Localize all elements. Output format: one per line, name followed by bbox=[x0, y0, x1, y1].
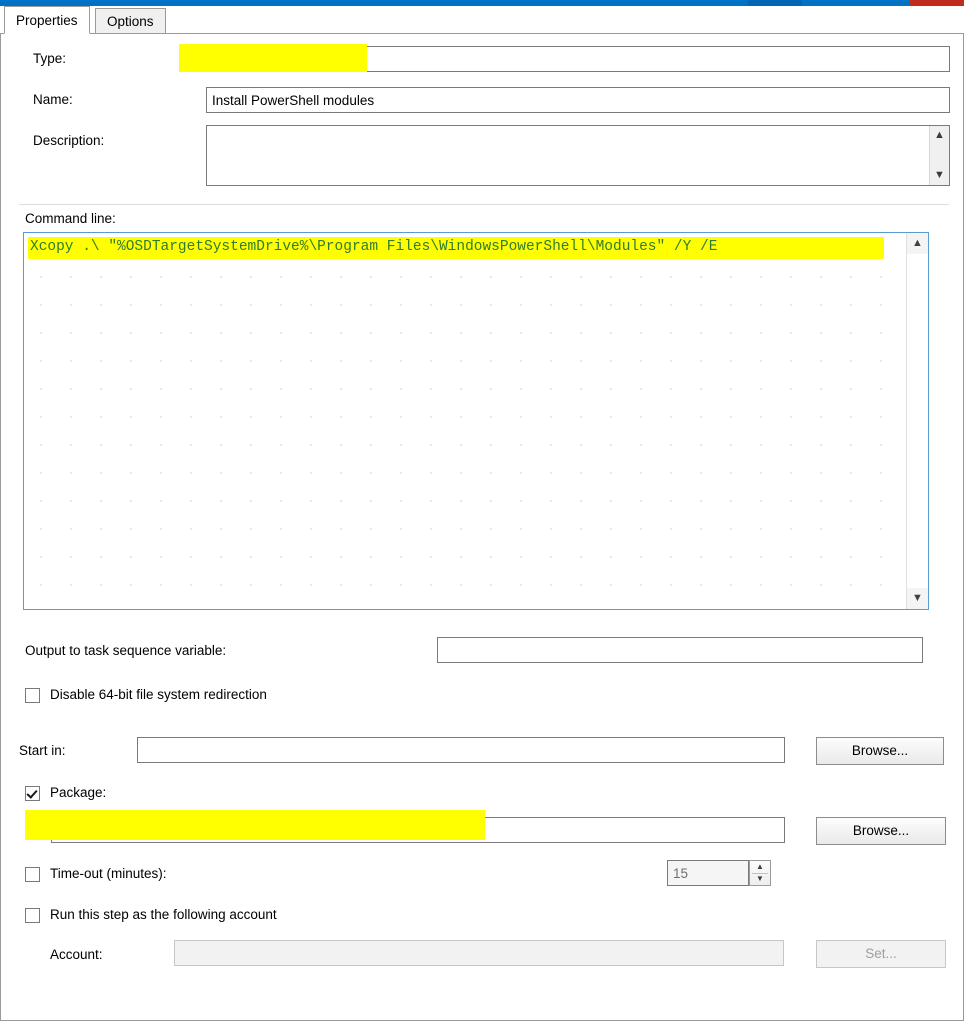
section-divider bbox=[19, 204, 949, 205]
type-highlight bbox=[179, 44, 367, 72]
package-label: Package: bbox=[50, 785, 107, 800]
timeout-checkbox[interactable] bbox=[25, 867, 40, 882]
tab-properties-label: Properties bbox=[16, 13, 78, 28]
description-textarea[interactable] bbox=[206, 125, 950, 186]
command-line-value: Xcopy .\ "%OSDTargetSystemDrive%\Program Files\WindowsPowerShell\Modules" /Y /E bbox=[30, 239, 718, 255]
tab-strip bbox=[0, 6, 964, 34]
start-in-label: Start in: bbox=[19, 743, 66, 758]
properties-panel bbox=[0, 34, 964, 1021]
command-line-label: Command line: bbox=[25, 211, 116, 226]
timeout-label: Time-out (minutes): bbox=[50, 866, 167, 881]
account-label: Account: bbox=[50, 947, 103, 962]
tab-options-label: Options bbox=[107, 14, 154, 29]
name-label: Name: bbox=[33, 92, 73, 107]
account-input[interactable] bbox=[174, 940, 784, 966]
run-as-account-label: Run this step as the following account bbox=[50, 907, 277, 922]
spinner-down-icon[interactable]: ▼ bbox=[756, 874, 764, 883]
tab-options[interactable] bbox=[95, 8, 166, 33]
run-as-account-checkbox[interactable] bbox=[25, 908, 40, 923]
output-variable-input[interactable] bbox=[437, 637, 923, 663]
timeout-spinner[interactable] bbox=[749, 860, 771, 886]
command-line-textarea[interactable] bbox=[23, 232, 929, 610]
package-highlight bbox=[25, 810, 485, 840]
description-label: Description: bbox=[33, 133, 105, 148]
output-variable-label: Output to task sequence variable: bbox=[25, 643, 227, 658]
scroll-up-icon[interactable]: ▲ bbox=[907, 233, 928, 254]
textarea-texture bbox=[26, 263, 906, 607]
timeout-input[interactable] bbox=[667, 860, 749, 886]
package-browse-button[interactable]: Browse... bbox=[816, 817, 946, 845]
start-in-input[interactable] bbox=[137, 737, 785, 763]
spinner-up-icon[interactable]: ▲ bbox=[756, 862, 764, 871]
account-set-button[interactable]: Set... bbox=[816, 940, 946, 968]
start-in-browse-button[interactable]: Browse... bbox=[816, 737, 944, 765]
scroll-down-icon[interactable]: ▼ bbox=[907, 588, 928, 609]
description-scrollbar[interactable] bbox=[929, 126, 949, 185]
scroll-down-icon[interactable]: ▼ bbox=[930, 166, 949, 185]
command-line-scrollbar[interactable] bbox=[906, 233, 928, 609]
name-input[interactable] bbox=[206, 87, 950, 113]
scroll-up-icon[interactable]: ▲ bbox=[930, 126, 949, 145]
package-checkbox[interactable] bbox=[25, 786, 40, 801]
disable-redirection-checkbox[interactable] bbox=[25, 688, 40, 703]
type-label: Type: bbox=[33, 51, 67, 66]
disable-redirection-label: Disable 64-bit file system redirection bbox=[50, 687, 267, 702]
tab-properties[interactable] bbox=[4, 6, 90, 34]
